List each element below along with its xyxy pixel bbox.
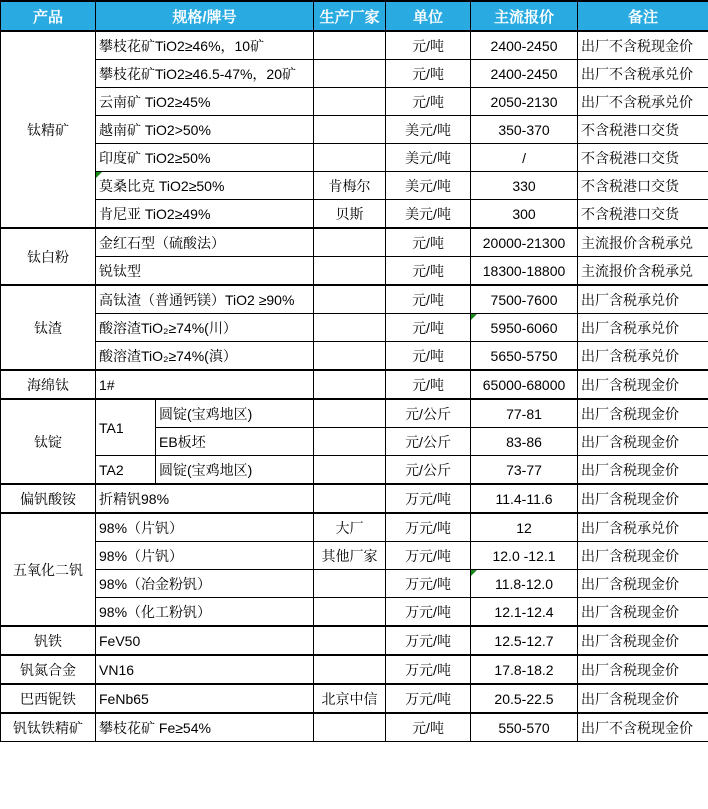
remark-cell: 出厂含税现金价 xyxy=(578,542,708,570)
table-header xyxy=(1,1,708,31)
table-row xyxy=(1,713,708,742)
unit-cell: 万元/吨 xyxy=(386,684,471,713)
manufacturer-cell xyxy=(314,626,386,655)
remark-cell: 主流报价含税承兑 xyxy=(578,228,708,257)
manufacturer-cell: 北京中信 xyxy=(314,684,386,713)
spec-cell: 1# xyxy=(96,370,314,399)
spec-cell: 98%（片钒） xyxy=(96,513,314,542)
col-header-price: 主流报价 xyxy=(471,1,578,31)
table-row xyxy=(1,172,708,200)
unit-cell: 元/吨 xyxy=(386,713,471,742)
unit-cell: 万元/吨 xyxy=(386,598,471,627)
spec-cell: 攀枝花矿TiO2≥46.5-47%，20矿 xyxy=(96,60,314,88)
product-cell: 钛白粉 xyxy=(1,228,96,285)
unit-cell: 元/吨 xyxy=(386,60,471,88)
price-cell: 2050-2130 xyxy=(471,88,578,116)
manufacturer-cell xyxy=(314,257,386,286)
remark-cell: 不含税港口交货 xyxy=(578,200,708,229)
unit-cell: 元/吨 xyxy=(386,228,471,257)
table-row xyxy=(1,513,708,542)
price-cell: 350-370 xyxy=(471,116,578,144)
remark-cell: 出厂不含税现金价 xyxy=(578,713,708,742)
price-cell: 11.4-11.6 xyxy=(471,484,578,513)
price-cell: 550-570 xyxy=(471,713,578,742)
spec-cell: 肯尼亚 TiO2≥49% xyxy=(96,200,314,229)
remark-cell: 出厂含税承兑价 xyxy=(578,513,708,542)
grade-cell: TA1 xyxy=(96,399,156,456)
spec-cell: 圆锭(宝鸡地区) xyxy=(156,399,314,428)
manufacturer-cell xyxy=(314,144,386,172)
remark-cell: 出厂含税现金价 xyxy=(578,626,708,655)
price-cell: 73-77 xyxy=(471,456,578,485)
manufacturer-cell: 其他厂家 xyxy=(314,542,386,570)
manufacturer-cell xyxy=(314,598,386,627)
remark-cell: 出厂含税现金价 xyxy=(578,428,708,456)
manufacturer-cell: 大厂 xyxy=(314,513,386,542)
unit-cell: 元/公斤 xyxy=(386,428,471,456)
manufacturer-cell xyxy=(314,456,386,485)
grade-cell: TA2 xyxy=(96,456,156,485)
spec-cell: 98%（化工粉钒） xyxy=(96,598,314,627)
unit-cell: 元/公斤 xyxy=(386,399,471,428)
price-cell: 65000-68000 xyxy=(471,370,578,399)
product-cell: 钛锭 xyxy=(1,399,96,484)
table-row xyxy=(1,684,708,713)
remark-cell: 不含税港口交货 xyxy=(578,144,708,172)
price-cell: 77-81 xyxy=(471,399,578,428)
col-header-remark: 备注 xyxy=(578,1,708,31)
table-row xyxy=(1,370,708,399)
product-cell: 钛渣 xyxy=(1,285,96,370)
price-cell: 83-86 xyxy=(471,428,578,456)
table-body xyxy=(1,31,708,742)
spec-cell: 锐钛型 xyxy=(96,257,314,286)
manufacturer-cell xyxy=(314,570,386,598)
spec-cell: 金红石型（硫酸法） xyxy=(96,228,314,257)
price-cell: / xyxy=(471,144,578,172)
unit-cell: 元/吨 xyxy=(386,257,471,286)
col-header-manufacturer: 生产厂家 xyxy=(314,1,386,31)
remark-cell: 出厂含税现金价 xyxy=(578,370,708,399)
manufacturer-cell xyxy=(314,116,386,144)
unit-cell: 万元/吨 xyxy=(386,570,471,598)
col-header-product: 产品 xyxy=(1,1,96,31)
product-cell: 钛精矿 xyxy=(1,31,96,228)
spec-cell: 攀枝花矿 Fe≥54% xyxy=(96,713,314,742)
remark-cell: 主流报价含税承兑 xyxy=(578,257,708,286)
remark-cell: 出厂含税承兑价 xyxy=(578,314,708,342)
cell-comment-indicator xyxy=(96,172,102,178)
manufacturer-cell: 肯梅尔 xyxy=(314,172,386,200)
product-cell: 钒钛铁精矿 xyxy=(1,713,96,742)
unit-cell: 元/吨 xyxy=(386,342,471,371)
manufacturer-cell xyxy=(314,713,386,742)
spec-cell: 莫桑比克 TiO2≥50% xyxy=(96,172,314,200)
spec-cell: FeNb65 xyxy=(96,684,314,713)
unit-cell: 美元/吨 xyxy=(386,200,471,229)
unit-cell: 万元/吨 xyxy=(386,626,471,655)
price-cell: 5650-5750 xyxy=(471,342,578,371)
table-row xyxy=(1,228,708,257)
remark-cell: 出厂含税现金价 xyxy=(578,570,708,598)
table-row xyxy=(1,570,708,598)
remark-cell: 出厂含税承兑价 xyxy=(578,342,708,371)
unit-cell: 元/吨 xyxy=(386,314,471,342)
spec-cell: FeV50 xyxy=(96,626,314,655)
unit-cell: 元/吨 xyxy=(386,370,471,399)
remark-cell: 出厂含税承兑价 xyxy=(578,285,708,314)
spec-cell: 酸溶渣TiO₂≥74%(川） xyxy=(96,314,314,342)
spec-cell: 攀枝花矿TiO2≥46%，10矿 xyxy=(96,31,314,60)
table-row xyxy=(1,116,708,144)
price-cell: 12.5-12.7 xyxy=(471,626,578,655)
product-cell: 海绵钛 xyxy=(1,370,96,399)
unit-cell: 美元/吨 xyxy=(386,116,471,144)
table-row xyxy=(1,60,708,88)
spec-cell: 折精钒98% xyxy=(96,484,314,513)
price-cell: 330 xyxy=(471,172,578,200)
table-row xyxy=(1,484,708,513)
remark-cell: 出厂含税现金价 xyxy=(578,684,708,713)
price-cell: 300 xyxy=(471,200,578,229)
remark-cell: 出厂含税现金价 xyxy=(578,456,708,485)
remark-cell: 不含税港口交货 xyxy=(578,172,708,200)
remark-cell: 出厂不含税现金价 xyxy=(578,31,708,60)
product-cell: 钒氮合金 xyxy=(1,655,96,684)
table-row xyxy=(1,31,708,60)
price-cell: 2400-2450 xyxy=(471,60,578,88)
table-row xyxy=(1,399,708,428)
manufacturer-cell xyxy=(314,31,386,60)
spec-cell: 98%（片钒） xyxy=(96,542,314,570)
remark-cell: 出厂含税现金价 xyxy=(578,655,708,684)
cell-comment-indicator xyxy=(471,314,477,320)
table-row xyxy=(1,342,708,371)
price-cell: 11.8-12.0 xyxy=(471,570,578,598)
unit-cell: 元/公斤 xyxy=(386,456,471,485)
product-cell: 巴西铌铁 xyxy=(1,684,96,713)
manufacturer-cell xyxy=(314,342,386,371)
spec-cell: 圆锭(宝鸡地区) xyxy=(156,456,314,485)
price-cell: 2400-2450 xyxy=(471,31,578,60)
unit-cell: 万元/吨 xyxy=(386,484,471,513)
manufacturer-cell xyxy=(314,88,386,116)
col-header-unit: 单位 xyxy=(386,1,471,31)
manufacturer-cell xyxy=(314,484,386,513)
table-row xyxy=(1,314,708,342)
remark-cell: 出厂含税现金价 xyxy=(578,598,708,627)
spec-cell: 高钛渣（普通钙镁）TiO2 ≥90% xyxy=(96,285,314,314)
unit-cell: 元/吨 xyxy=(386,285,471,314)
unit-cell: 元/吨 xyxy=(386,88,471,116)
col-header-spec: 规格/牌号 xyxy=(96,1,314,31)
manufacturer-cell xyxy=(314,370,386,399)
remark-cell: 出厂含税现金价 xyxy=(578,399,708,428)
price-cell: 12.0 -12.1 xyxy=(471,542,578,570)
table-row xyxy=(1,542,708,570)
unit-cell: 万元/吨 xyxy=(386,655,471,684)
unit-cell: 元/吨 xyxy=(386,31,471,60)
manufacturer-cell xyxy=(314,399,386,428)
price-cell: 20.5-22.5 xyxy=(471,684,578,713)
remark-cell: 出厂含税现金价 xyxy=(578,484,708,513)
table-row xyxy=(1,456,708,485)
price-cell: 7500-7600 xyxy=(471,285,578,314)
unit-cell: 美元/吨 xyxy=(386,144,471,172)
product-cell: 五氧化二钒 xyxy=(1,513,96,626)
product-cell: 钒铁 xyxy=(1,626,96,655)
unit-cell: 万元/吨 xyxy=(386,513,471,542)
price-cell: 12.1-12.4 xyxy=(471,598,578,627)
table-row xyxy=(1,200,708,229)
price-cell: 20000-21300 xyxy=(471,228,578,257)
table-row xyxy=(1,285,708,314)
price-cell: 17.8-18.2 xyxy=(471,655,578,684)
unit-cell: 万元/吨 xyxy=(386,542,471,570)
price-cell: 5950-6060 xyxy=(471,314,578,342)
table-row xyxy=(1,626,708,655)
product-cell: 偏钒酸铵 xyxy=(1,484,96,513)
remark-cell: 出厂不含税承兑价 xyxy=(578,88,708,116)
manufacturer-cell: 贝斯 xyxy=(314,200,386,229)
manufacturer-cell xyxy=(314,428,386,456)
table-row xyxy=(1,598,708,627)
manufacturer-cell xyxy=(314,314,386,342)
spec-cell: 云南矿 TiO2≥45% xyxy=(96,88,314,116)
spec-cell: 98%（冶金粉钒） xyxy=(96,570,314,598)
table-row xyxy=(1,655,708,684)
cell-comment-indicator xyxy=(471,570,477,576)
price-cell: 12 xyxy=(471,513,578,542)
remark-cell: 不含税港口交货 xyxy=(578,116,708,144)
unit-cell: 美元/吨 xyxy=(386,172,471,200)
table-row xyxy=(1,257,708,286)
table-row xyxy=(1,144,708,172)
manufacturer-cell xyxy=(314,60,386,88)
table-row xyxy=(1,88,708,116)
manufacturer-cell xyxy=(314,285,386,314)
manufacturer-cell xyxy=(314,228,386,257)
spec-cell: EB板坯 xyxy=(156,428,314,456)
remark-cell: 出厂不含税承兑价 xyxy=(578,60,708,88)
spec-cell: 酸溶渣TiO₂≥74%(滇） xyxy=(96,342,314,371)
spec-cell: VN16 xyxy=(96,655,314,684)
spec-cell: 越南矿 TiO2>50% xyxy=(96,116,314,144)
price-cell: 18300-18800 xyxy=(471,257,578,286)
manufacturer-cell xyxy=(314,655,386,684)
spec-cell: 印度矿 TiO2≥50% xyxy=(96,144,314,172)
